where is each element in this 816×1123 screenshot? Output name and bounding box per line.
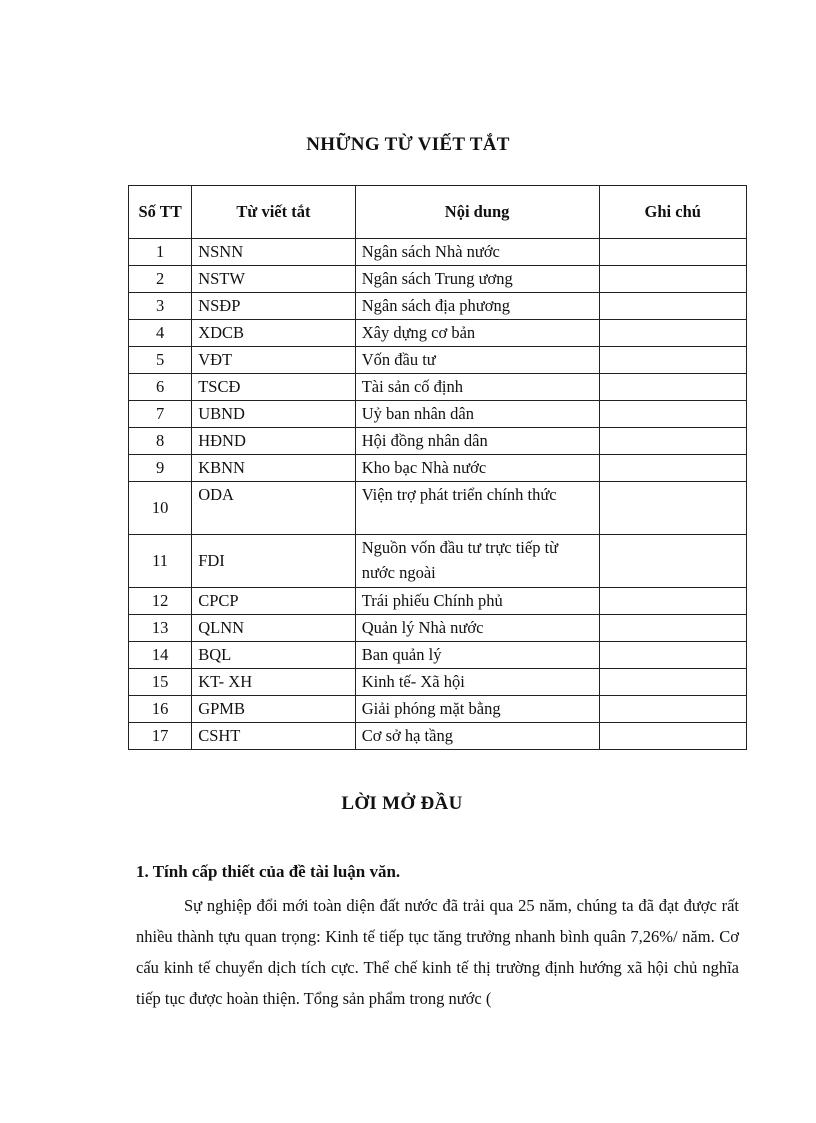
cell-no: 5 bbox=[129, 347, 192, 374]
cell-abbr: ODA bbox=[192, 482, 356, 535]
cell-meaning: Ngân sách Trung ương bbox=[355, 266, 599, 293]
cell-abbr: XDCB bbox=[192, 320, 356, 347]
cell-no: 3 bbox=[129, 293, 192, 320]
cell-meaning: Ban quản lý bbox=[355, 642, 599, 669]
table-row bbox=[129, 293, 747, 320]
cell-abbr: CPCP bbox=[192, 588, 356, 615]
cell-abbr: KT- XH bbox=[192, 669, 356, 696]
cell-meaning: Trái phiếu Chính phủ bbox=[355, 588, 599, 615]
cell-no: 6 bbox=[129, 374, 192, 401]
cell-no: 2 bbox=[129, 266, 192, 293]
cell-no: 14 bbox=[129, 642, 192, 669]
cell-no: 1 bbox=[129, 239, 192, 266]
cell-abbr: NSĐP bbox=[192, 293, 356, 320]
cell-note bbox=[599, 482, 747, 535]
cell-note bbox=[599, 455, 747, 482]
cell-meaning: Ngân sách Nhà nước bbox=[355, 239, 599, 266]
cell-abbr: FDI bbox=[192, 535, 356, 588]
table-row bbox=[129, 428, 747, 455]
cell-abbr: GPMB bbox=[192, 696, 356, 723]
cell-abbr: QLNN bbox=[192, 615, 356, 642]
cell-meaning: Kinh tế- Xã hội bbox=[355, 669, 599, 696]
table-row bbox=[129, 266, 747, 293]
table-row bbox=[129, 455, 747, 482]
cell-meaning: Viện trợ phát triển chính thức bbox=[355, 482, 599, 535]
table-row bbox=[129, 347, 747, 374]
cell-no: 16 bbox=[129, 696, 192, 723]
cell-meaning: Quản lý Nhà nước bbox=[355, 615, 599, 642]
cell-abbr: CSHT bbox=[192, 723, 356, 750]
cell-no: 15 bbox=[129, 669, 192, 696]
table-row bbox=[129, 239, 747, 266]
cell-abbr: VĐT bbox=[192, 347, 356, 374]
cell-meaning: Uỷ ban nhân dân bbox=[355, 401, 599, 428]
section-heading: 1. Tính cấp thiết của đề tài luận văn. bbox=[136, 862, 401, 881]
cell-abbr: NSNN bbox=[192, 239, 356, 266]
cell-meaning: Vốn đầu tư bbox=[355, 347, 599, 374]
cell-meaning: Hội đồng nhân dân bbox=[355, 428, 599, 455]
abbreviations-title: NHỮNG TỪ VIẾT TẮT bbox=[306, 134, 510, 155]
cell-no: 4 bbox=[129, 320, 192, 347]
cell-note bbox=[599, 320, 747, 347]
table-row bbox=[129, 535, 747, 588]
cell-note bbox=[599, 293, 747, 320]
header-note: Ghi chú bbox=[599, 186, 747, 239]
cell-meaning: Xây dựng cơ bản bbox=[355, 320, 599, 347]
cell-note bbox=[599, 347, 747, 374]
cell-meaning: Nguồn vốn đầu tư trực tiếp từ nước ngoài bbox=[355, 535, 599, 588]
table-row bbox=[129, 401, 747, 428]
cell-abbr: HĐND bbox=[192, 428, 356, 455]
cell-note bbox=[599, 588, 747, 615]
header-no: Số TT bbox=[129, 186, 192, 239]
table-row bbox=[129, 669, 747, 696]
header-abbr: Từ viết tắt bbox=[192, 186, 356, 239]
table-body bbox=[129, 239, 747, 750]
cell-no: 9 bbox=[129, 455, 192, 482]
cell-note bbox=[599, 239, 747, 266]
cell-meaning: Giải phóng mặt bằng bbox=[355, 696, 599, 723]
cell-meaning: Ngân sách địa phương bbox=[355, 293, 599, 320]
cell-no: 13 bbox=[129, 615, 192, 642]
table-row bbox=[129, 642, 747, 669]
table-row bbox=[129, 482, 747, 535]
table-row bbox=[129, 696, 747, 723]
cell-abbr: TSCĐ bbox=[192, 374, 356, 401]
cell-no: 10 bbox=[129, 482, 192, 535]
cell-no: 17 bbox=[129, 723, 192, 750]
table-row bbox=[129, 374, 747, 401]
cell-note bbox=[599, 266, 747, 293]
cell-note bbox=[599, 723, 747, 750]
cell-meaning: Cơ sở hạ tầng bbox=[355, 723, 599, 750]
table-row bbox=[129, 320, 747, 347]
cell-note bbox=[599, 428, 747, 455]
cell-abbr: NSTW bbox=[192, 266, 356, 293]
cell-no: 12 bbox=[129, 588, 192, 615]
cell-note bbox=[599, 401, 747, 428]
cell-abbr: UBND bbox=[192, 401, 356, 428]
table-row bbox=[129, 723, 747, 750]
cell-note bbox=[599, 669, 747, 696]
table-header-row bbox=[129, 186, 747, 239]
table-row bbox=[129, 588, 747, 615]
abbreviations-table bbox=[128, 185, 747, 750]
cell-abbr: KBNN bbox=[192, 455, 356, 482]
cell-meaning: Tài sản cố định bbox=[355, 374, 599, 401]
cell-no: 8 bbox=[129, 428, 192, 455]
cell-note bbox=[599, 535, 747, 588]
cell-no: 11 bbox=[129, 535, 192, 588]
cell-note bbox=[599, 374, 747, 401]
cell-meaning: Kho bạc Nhà nước bbox=[355, 455, 599, 482]
table-row bbox=[129, 615, 747, 642]
intro-title: LỜI MỞ ĐẦU bbox=[341, 793, 463, 814]
cell-abbr: BQL bbox=[192, 642, 356, 669]
intro-paragraph: Sự nghiệp đổi mới toàn diện đất nước đã trải qua 25 năm, chúng ta đã đạt được rất nhiều thành tựu quan trọng: Kinh tế tiếp tục tăng trưởng nhanh bình quân 7,26%/ năm. Cơ cấu kinh tế chuyển dịch tích cực. Thể chế kinh tế thị trường định hướng xã hội chủ nghĩa tiếp tục được hoàn thiện. Tổng sản phẩm trong nước ( bbox=[136, 896, 739, 1008]
cell-note bbox=[599, 615, 747, 642]
header-meaning: Nội dung bbox=[355, 186, 599, 239]
cell-note bbox=[599, 642, 747, 669]
cell-no: 7 bbox=[129, 401, 192, 428]
cell-note bbox=[599, 696, 747, 723]
